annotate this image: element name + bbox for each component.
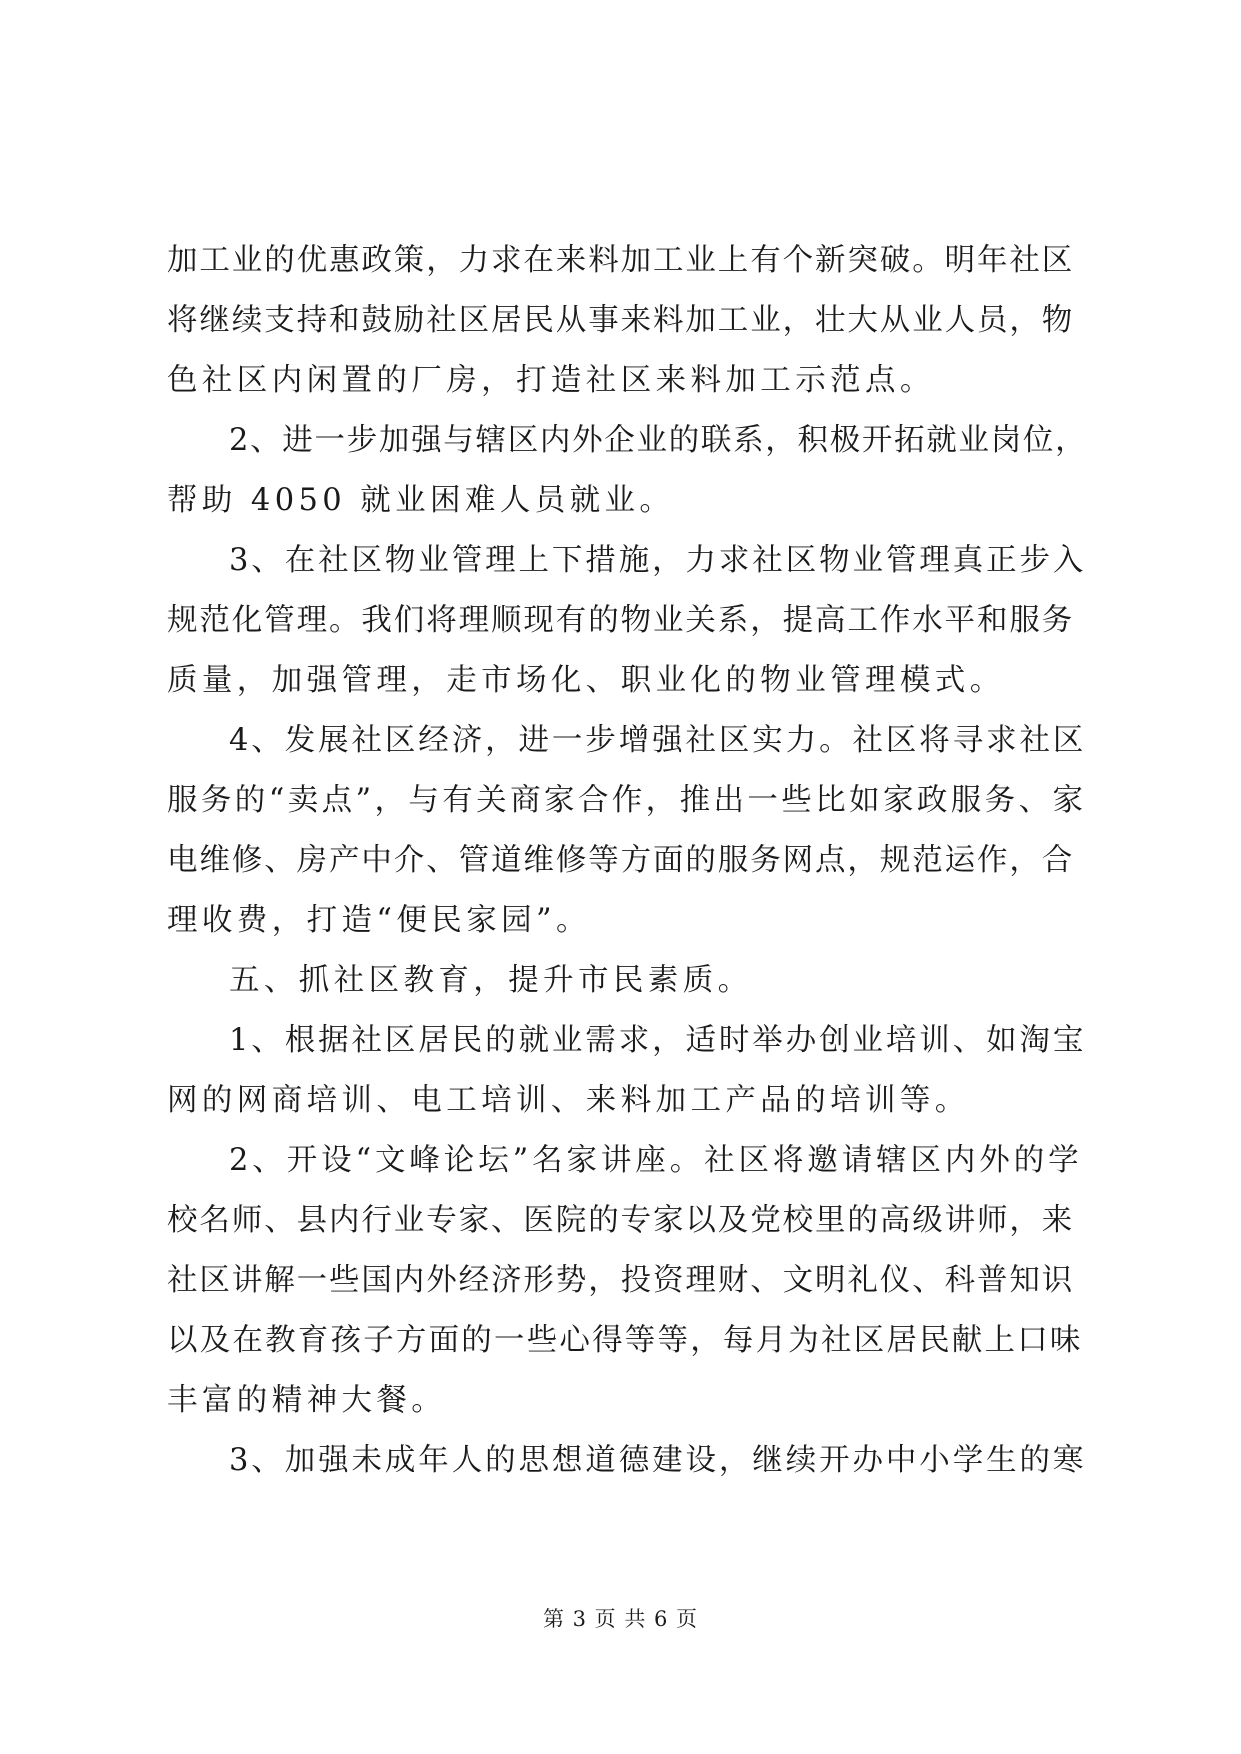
text-line: 加工业的优惠政策，力求在来料加工业上有个新突破。明年社区 [167, 243, 1075, 278]
text-line: 将继续支持和鼓励社区居民从事来料加工业，壮大从业人员，物 [167, 303, 1075, 338]
text-line: 质量，加强管理，走市场化、职业化的物业管理模式。 [167, 663, 1005, 698]
text-line: 校名师、县内行业专家、医院的专家以及党校里的高级讲师，来 [167, 1203, 1075, 1238]
text-line: 服务的“卖点”，与有关商家合作，推出一些比如家政服务、家 [167, 783, 1087, 818]
paragraph-1-start: 1、根据社区居民的就业需求，适时举办创业培训、如淘宝 [229, 1023, 1087, 1058]
text-line: 规范化管理。我们将理顺现有的物业关系，提高工作水平和服务 [167, 603, 1075, 638]
page-number-footer: 第 3 页 共 6 页 [542, 1607, 699, 1631]
text-line: 色社区内闲置的厂房，打造社区来料加工示范点。 [167, 363, 935, 398]
paragraph-2-start: 2、进一步加强与辖区内外企业的联系，积极开拓就业岗位， [229, 423, 1088, 458]
paragraph-4-start: 4、发展社区经济，进一步增强社区实力。社区将寻求社区 [229, 723, 1087, 758]
text-line: 理收费，打造“便民家园”。 [167, 903, 591, 938]
paragraph-3-start: 3、在社区物业管理上下措施，力求社区物业管理真正步入 [229, 543, 1087, 578]
text-line: 帮助 4050 就业困难人员就业。 [167, 483, 675, 518]
section-heading: 五、抓社区教育，提升市民素质。 [229, 963, 753, 998]
document-body [167, 231, 1087, 1491]
text-line: 社区讲解一些国内外经济形势，投资理财、文明礼仪、科普知识 [167, 1263, 1075, 1298]
text-line: 以及在教育孩子方面的一些心得等等，每月为社区居民献上口味 [167, 1323, 1083, 1358]
paragraph-3-start: 3、加强未成年人的思想道德建设，继续开办中小学生的寒 [229, 1443, 1087, 1478]
text-line: 网的网商培训、电工培训、来料加工产品的培训等。 [167, 1083, 970, 1118]
text-line: 电维修、房产中介、管道维修等方面的服务网点，规范运作，合 [167, 843, 1075, 878]
paragraph-2-start: 2、开设“文峰论坛”名家讲座。社区将邀请辖区内外的学 [229, 1143, 1083, 1178]
text-line: 丰富的精神大餐。 [167, 1383, 447, 1418]
